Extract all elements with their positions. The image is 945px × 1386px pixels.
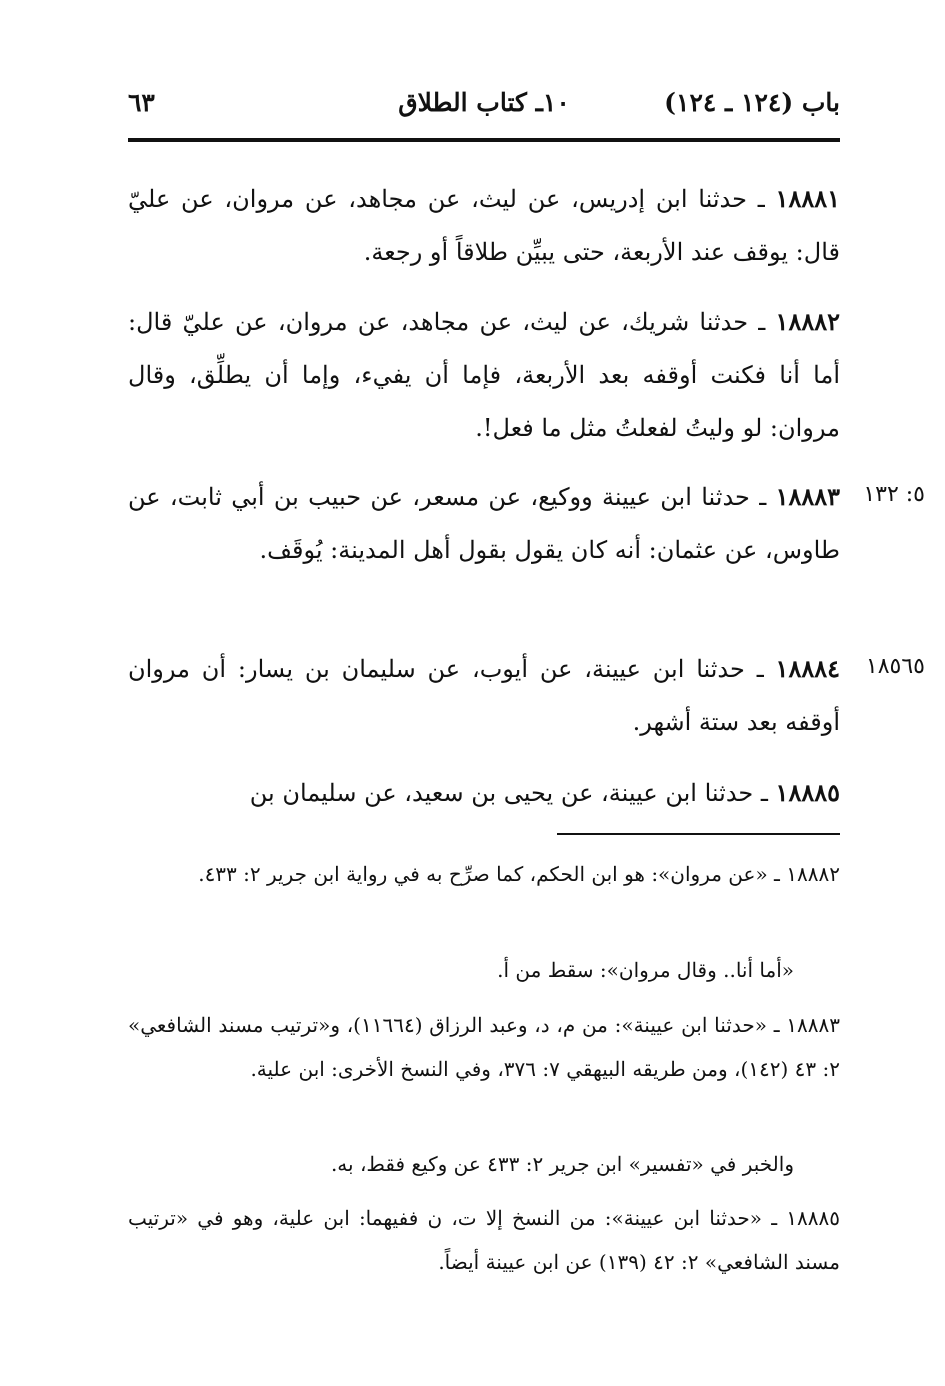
margin-reference: ١٨٥٦٥ bbox=[865, 654, 925, 679]
hadith-entry bbox=[128, 766, 840, 820]
hadith-entry bbox=[128, 172, 840, 279]
hadith-text: ـ حدثنا شريك، عن ليث، عن مجاهد، عن مروان، عن عليّ قال: أما أنا فكنت أوقفه بعد الأربعة، فإما أن يفيء، وإما أن يطلِّق، وقال مروان: لو وليتُ لفعلتُ مثل ما فعل!. bbox=[128, 308, 840, 442]
page-header bbox=[128, 88, 840, 128]
hadith-number: ١٨٨٨٢ bbox=[775, 307, 840, 336]
chapter-title: ١٠ـ كتاب الطلاق bbox=[398, 88, 570, 117]
footnote: «أما أنا.. وقال مروان»: سقط من أ. bbox=[497, 958, 794, 982]
footnote: ١٨٨٨٢ ـ «عن مروان»: هو ابن الحكم، كما صرِّح به في رواية ابن جرير ٢: ٤٣٣. bbox=[198, 862, 840, 886]
hadith-text: ـ حدثنا ابن عيينة، عن يحيى بن سعيد، عن سليمان بن bbox=[249, 779, 776, 807]
hadith-text: ـ حدثنا ابن إدريس، عن ليث، عن مجاهد، عن مروان، عن عليّ قال: يوقف عند الأربعة، حتى يبيِّن طلاقاً أو رجعة. bbox=[128, 185, 840, 266]
footnote: ١٨٨٨٣ ـ «حدثنا ابن عيينة»: من م، د، وعبد الرزاق (١١٦٦٤)، و«ترتيب مسند الشافعي» ٢: ٤٣ (١٤٢)، ومن طريقه البيهقي ٧: ٣٧٦، وفي النسخ الأخرى: ابن علية. bbox=[128, 1013, 841, 1081]
hadith-text: ـ حدثنا ابن عيينة، عن أيوب، عن سليمان بن يسار: أن مروان أوقفه بعد ستة أشهر. bbox=[128, 655, 840, 736]
hadith-number: ١٨٨٨٣ bbox=[775, 482, 841, 511]
hadith-number: ١٨٨٨١ bbox=[775, 184, 840, 213]
hadith-text: ـ حدثنا ابن عيينة ووكيع، عن مسعر، عن حبيب بن أبي ثابت، عن طاوس، عن عثمان: أنه كان يقول بقول أهل المدينة: يُوقَف. bbox=[128, 483, 840, 564]
running-head: باب (١٢٤ ـ ١٢٤) bbox=[664, 88, 840, 117]
hadith-entry bbox=[128, 642, 840, 749]
footnote-rule bbox=[557, 833, 840, 835]
hadith-entry bbox=[128, 295, 840, 455]
footnote: والخبر في «تفسير» ابن جرير ٢: ٤٣٣ عن وكيع فقط، به. bbox=[330, 1152, 794, 1176]
page-number: ٦٣ bbox=[128, 88, 155, 117]
footnote: ١٨٨٨٥ ـ «حدثنا ابن عيينة»: من النسخ إلا ت، ن ففيهما: ابن علية، وهو في «ترتيب مسند الشافعي» ٢: ٤٢ (١٣٩) عن ابن عيينة أيضاً. bbox=[128, 1206, 840, 1274]
hadith-number: ١٨٨٨٤ bbox=[775, 654, 840, 683]
margin-reference: ٥: ١٣٢ bbox=[863, 482, 925, 507]
hadith-entry bbox=[128, 470, 840, 577]
header-rule bbox=[128, 138, 840, 142]
hadith-number: ١٨٨٨٥ bbox=[775, 778, 840, 807]
